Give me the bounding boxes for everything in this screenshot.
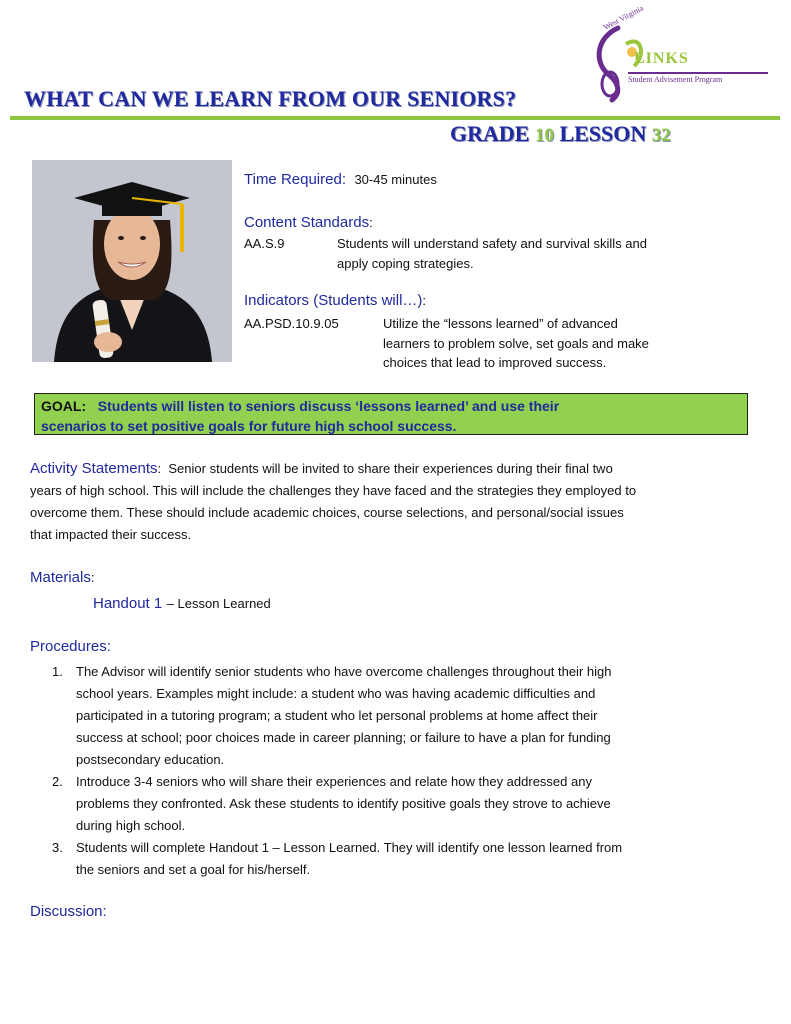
list-item — [30, 837, 730, 881]
indicators-label: Indicators (Students will…) — [244, 292, 423, 309]
list-item — [30, 661, 730, 771]
grade-word: GRADE — [450, 121, 530, 146]
logo-state: West Virginia — [602, 3, 645, 32]
materials-item — [93, 594, 271, 614]
activity-statements: Activity Statements: Senior students will be invited to share their experiences during their final two years of high school. This will include the challenges they have faced and the strategies they employed to overcome them. These should include academic choices, course selections, and personal/social issues that impacted their success. — [30, 459, 730, 545]
content-standards-heading: Content Standards: — [244, 214, 373, 231]
list-item — [30, 771, 730, 837]
indicators-heading: Indicators (Students will…): — [244, 292, 427, 309]
procedures-label: Procedures: — [30, 638, 111, 655]
page-title: WHAT CAN WE LEARN FROM OUR SENIORS? — [24, 86, 517, 111]
indicator-line: Utilize the “lessons learned” of advanced — [383, 316, 618, 331]
logo-brand: LINKS — [634, 50, 689, 67]
materials-heading: Materials: — [30, 569, 95, 586]
logo-subtitle: Student Advisement Program — [628, 72, 768, 84]
list-item-line: success at school; poor choices made in career planning; or failure to have a plan for funding — [76, 730, 611, 745]
activity-line: years of high school. This will include the challenges they have faced and the strategies they employed to — [30, 483, 637, 498]
discussion-label: Discussion: — [30, 903, 107, 920]
procedures-list — [30, 661, 730, 881]
list-item-line: during high school. — [76, 818, 186, 833]
list-item-line: participated in a tutoring program; a student who let personal problems at home affect their — [76, 708, 598, 723]
content-standards-label: Content Standards — [244, 214, 370, 231]
grade-number: 10 — [534, 125, 554, 146]
indicator-code: AA.PSD.10.9.05 — [244, 316, 339, 331]
time-value: 30-45 minutes — [354, 172, 437, 187]
handout-desc: – Lesson Learned — [166, 596, 271, 611]
indicator-line: learners to problem solve, set goals and make — [383, 336, 649, 351]
list-item-number: 3. — [52, 840, 63, 855]
materials-label: Materials — [30, 569, 91, 586]
time-required — [244, 170, 437, 190]
list-item-line: Introduce 3-4 seniors who will share their experiences and relate how they addressed any — [76, 774, 592, 789]
goal-text-line1: Students will listen to seniors discuss ‘lessons learned’ and use their — [97, 398, 560, 414]
standard-text-line2: apply coping strategies. — [337, 256, 474, 271]
indicator-line: choices that lead to improved success. — [383, 355, 607, 370]
links-logo — [588, 3, 768, 104]
goal-box — [34, 393, 748, 435]
activity-line: that impacted their success. — [30, 527, 192, 542]
handout-name: Handout 1 — [93, 595, 163, 612]
list-item-line: the seniors and set a goal for his/herself. — [76, 862, 311, 877]
goal-text-line2: scenarios to set positive goals for future high school success. — [41, 418, 457, 434]
time-label: Time Required: — [244, 171, 346, 188]
list-item-line: school years. Examples might include: a student who was having academic difficulties and — [76, 686, 596, 701]
grade-lesson-heading — [450, 121, 671, 147]
graduate-photo — [32, 160, 232, 362]
list-item-number: 2. — [52, 774, 63, 789]
list-item-line: Students will complete Handout 1 – Lesson Learned. They will identify one lesson learned from — [76, 840, 623, 855]
lesson-number: 32 — [651, 125, 671, 146]
title-divider — [10, 116, 780, 120]
activity-label: Activity Statements — [30, 460, 158, 477]
lesson-word: LESSON — [559, 121, 647, 146]
activity-line: Senior students will be invited to share their experiences during their final two — [168, 461, 613, 476]
standard-code: AA.S.9 — [244, 236, 285, 251]
goal-label: GOAL: — [41, 398, 87, 414]
graduate-illustration-icon — [32, 160, 232, 362]
list-item-line: postsecondary education. — [76, 752, 225, 767]
standard-text-line1: Students will understand safety and survival skills and — [337, 236, 647, 251]
list-item-line: The Advisor will identify senior students who have overcome challenges throughout their high — [76, 664, 612, 679]
list-item-number: 1. — [52, 664, 63, 679]
activity-line: overcome them. These should include academic choices, course selections, and personal/social issues — [30, 505, 624, 520]
list-item-line: problems they confronted. Ask these students to identify positive goals they strove to achieve — [76, 796, 611, 811]
